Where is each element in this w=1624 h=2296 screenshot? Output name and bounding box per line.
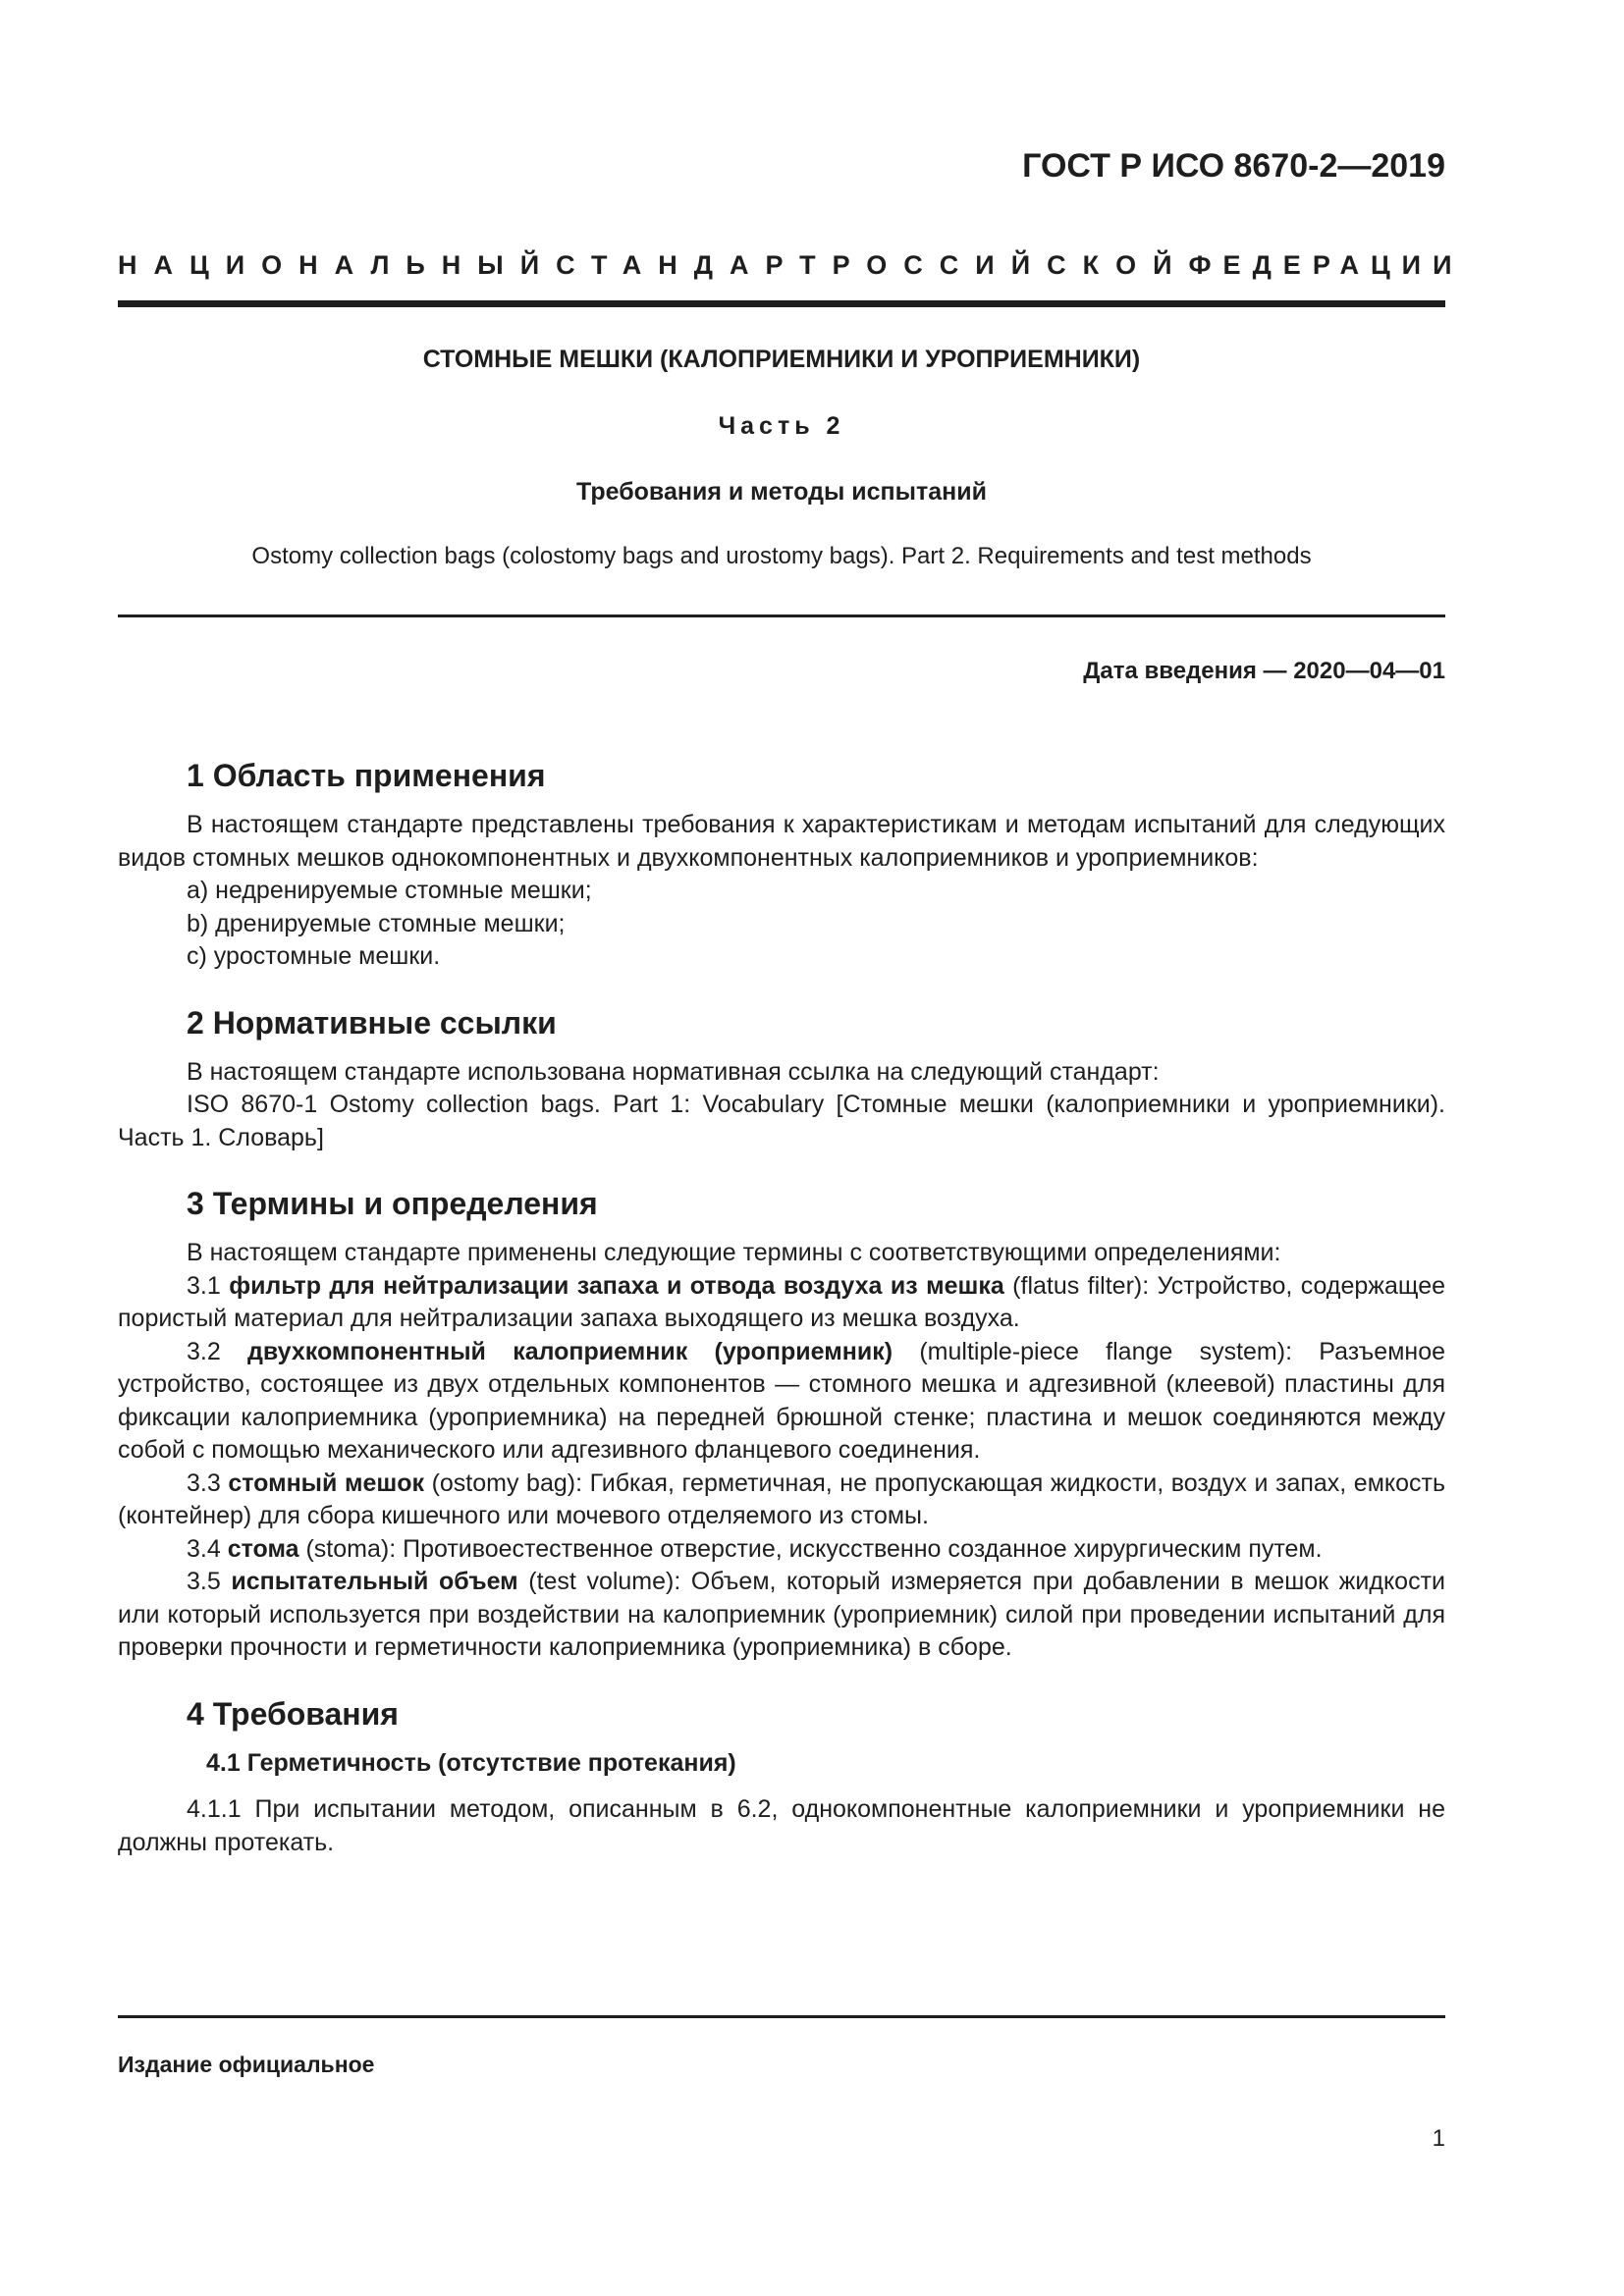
- term-text: (multiple-piece flange system): Разъемное устройство, состоящее из двух отдельных компонентов — стомного мешка и адгезивной (клеевой) пластины для фиксации калоприемника (уроприемника) на передней брюшной стенке; пластина и мешок соединяются между собой с помощью механического или адгезивного фланцевого соединения.: [118, 1337, 1446, 1464]
- national-standard-banner: [118, 250, 1464, 281]
- official-edition-label: Издание официальное: [118, 2052, 375, 2077]
- term-number: 3.5: [187, 1568, 232, 1595]
- term: двухкомпонентный калоприемник (уроприемник): [247, 1337, 893, 1365]
- document-subtitle: Требования и методы испытаний: [576, 478, 987, 506]
- banner-word: СТАНДАРТ: [556, 250, 833, 280]
- paragraph: В настоящем стандарте представлены требования к характеристикам и методам испытаний для следующих видов стомных мешков однокомпонентных и двухкомпонентных калоприемников и уроприемников:: [118, 811, 1445, 872]
- term-definition: [118, 1468, 1445, 1533]
- document-body: [118, 756, 1445, 1859]
- section-heading: 4 Требования: [187, 1695, 399, 1732]
- reference: ISO 8670-1 Ostomy collection bags. Part 1: Vocabulary [Стомные мешки (калоприемники и уроприемники). Часть 1. Словарь]: [118, 1091, 1445, 1151]
- term-text: (flatus filter): Устройство, содержащее пористый материал для нейтрализации запаха выходящего из мешка воздуха.: [118, 1271, 1446, 1332]
- subsection-heading: 4.1 Герметичность (отсутствие протекания): [206, 1748, 736, 1777]
- paragraph: 4.1.1 При испытании методом, описанным в 6.2, однокомпонентные калоприемники и уроприемники не должны протекать.: [118, 1795, 1445, 1856]
- paragraph: В настоящем стандарте применены следующие термины с соответствующими определениями:: [187, 1239, 1281, 1266]
- header-rule: [118, 300, 1445, 307]
- paragraph: В настоящем стандарте использована нормативная ссылка на следующий стандарт:: [187, 1057, 1160, 1086]
- page-number: 1: [1432, 2125, 1445, 2152]
- list-item: c) уростомные мешки.: [187, 942, 441, 970]
- list-item: b) дренируемые стомные мешки;: [187, 909, 566, 937]
- term-number: 3.1: [187, 1271, 230, 1300]
- term-text: (test volume): Объем, который измеряется при добавлении в мешок жидкости или который используется при воздействии на калоприемник (уроприемник) силой при проведении испытаний для проверки прочности и герметичности калоприемника (уроприемника) в сборе.: [118, 1568, 1445, 1661]
- term: фильтр для нейтрализации запаха и отвода воздуха из мешка: [229, 1271, 1004, 1300]
- term-number: 3.4: [187, 1534, 228, 1563]
- title-rule: [118, 614, 1445, 617]
- term-number: 3.3: [187, 1468, 229, 1497]
- term-definition: [118, 1533, 1445, 1567]
- introduction-date: Дата введения — 2020—04—01: [1083, 658, 1445, 684]
- section-heading: 3 Термины и определения: [187, 1186, 598, 1221]
- term: стома: [227, 1534, 299, 1563]
- banner-word: ФЕДЕРАЦИИ: [1188, 250, 1464, 280]
- standard-number: ГОСТ Р ИСО 8670-2—2019: [1022, 147, 1445, 185]
- term-definition: [118, 1336, 1445, 1468]
- term: стомный мешок: [228, 1468, 424, 1497]
- footer-rule: [118, 2015, 1445, 2018]
- term: испытательный объем: [231, 1568, 518, 1595]
- document-title: СТОМНЫЕ МЕШКИ (КАЛОПРИЕМНИКИ И УРОПРИЕМНИКИ): [422, 346, 1141, 373]
- english-title: Ostomy collection bags (colostomy bags and urostomy bags). Part 2. Requirements and test methods: [251, 543, 1312, 569]
- part-label: Часть 2: [718, 412, 845, 440]
- section-heading: 2 Нормативные ссылки: [187, 1004, 557, 1041]
- term-number: 3.2: [187, 1337, 248, 1365]
- section-heading: 1 Область применения: [187, 758, 546, 793]
- banner-word: НАЦИОНАЛЬНЫЙ: [118, 250, 557, 280]
- term-text: (ostomy bag): Гибкая, герметичная, не пропускающая жидкости, воздух и запах, емкость (контейнер) для сбора кишечного или мочевого отделяемого из стомы.: [118, 1468, 1445, 1529]
- list-item: a) недренируемые стомные мешки;: [187, 877, 592, 904]
- term-definition: [118, 1566, 1445, 1665]
- term-definition: [118, 1270, 1445, 1336]
- banner-word: РОССИЙСКОЙ: [832, 250, 1189, 280]
- term-text: (stoma): Противоестественное отверстие, искусственно созданное хирургическим путем.: [298, 1534, 1323, 1563]
